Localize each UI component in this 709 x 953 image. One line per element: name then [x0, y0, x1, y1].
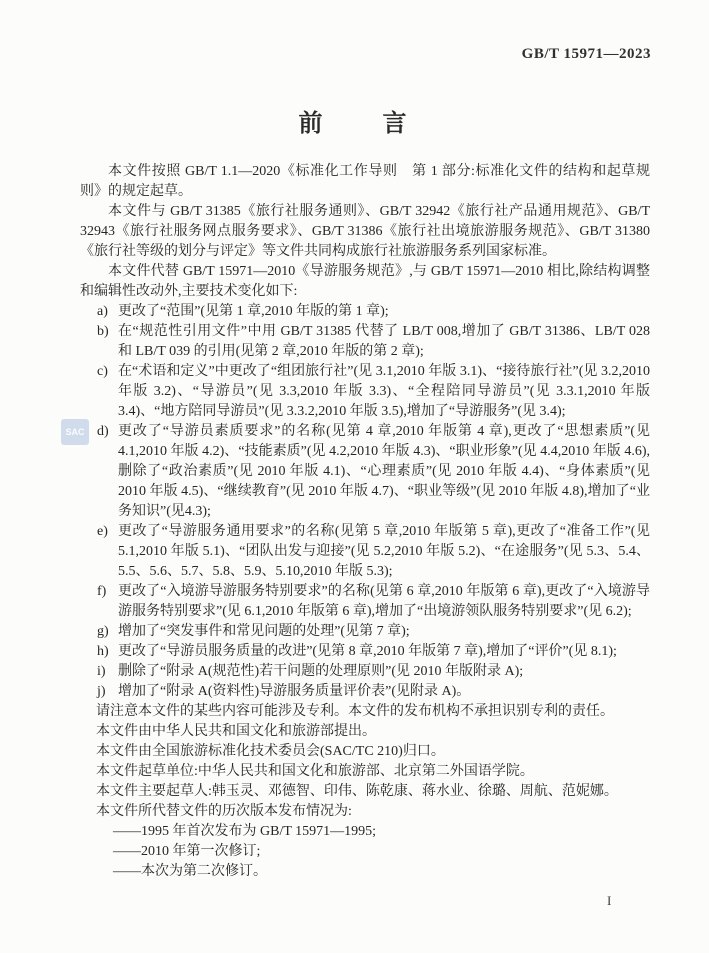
standard-number: GB/T 15971—2023 [521, 46, 651, 62]
list-item-letter: i) [97, 664, 106, 679]
list-item-letter: a) [97, 304, 108, 319]
list-item-text: 在“规范性引用文件”中用 GB/T 31385 代替了 LB/T 008,增加了 GB/T 31386、LB/T 028 和 LB/T 039 的引用(见第 2 章,2010 年版的第 2 章); [118, 324, 650, 359]
list-item-text: 增加了“突发事件和常见问题的处理”(见第 7 章); [118, 624, 410, 639]
sac-watermark-badge: SAC [61, 419, 89, 445]
list-item-letter: h) [97, 644, 109, 659]
list-item [80, 362, 650, 422]
history-intro: 本文件所代替文件的历次版本发布情况为: [96, 804, 352, 819]
list-item-text: 删除了“附录 A(规范性)若干问题的处理原则”(见 2010 年版附录 A); [118, 664, 524, 679]
history-item: ——本次为第二次修订。 [113, 864, 267, 879]
list-item [80, 422, 650, 522]
list-item-letter: b) [97, 324, 109, 339]
list-item-letter: g) [97, 624, 109, 639]
paragraph-drafting-rules: 本文件按照 GB/T 1.1—2020《标准化工作导则 第 1 部分:标准化文件的结构和起草规则》的规定起草。 [80, 164, 650, 199]
list-item [80, 582, 650, 622]
list-item-text: 增加了“附录 A(资料性)导游服务质量评价表”(见附录 A)。 [118, 684, 471, 699]
list-item [80, 682, 650, 702]
list-item-text: 更改了“导游服务通用要求”的名称(见第 5 章,2010 年版第 5 章),更改了“准备工作”(见 5.1,2010 年版 5.1)、“团队出发与迎接”(见 5.2,2010 年版 5.2)、“在途服务”(见 5.3、5.4、5.5、5.6、5.7、5.8、5.9、5.10,2010 年版 5.3); [118, 524, 650, 579]
list-item [80, 622, 650, 642]
technical-changes-list [80, 302, 650, 702]
list-item-text: 更改了“入境游导游服务特别要求”的名称(见第 6 章,2010 年版第 6 章),更改了“入境游导游服务特别要求”(见 6.1,2010 年版第 6 章),增加了“出境游领队服务特别要求”(见 6.2); [118, 584, 650, 619]
list-item [80, 302, 650, 322]
history-item: ——1995 年首次发布为 GB/T 15971—1995; [113, 824, 377, 839]
list-item-text: 在“术语和定义”中更改了“组团旅行社”(见 3.1,2010 年版 3.1)、“接待旅行社”(见 3.2,2010 年版 3.2)、“导游员”(见 3.3,2010 年版 3.3)、“全程陪同导游员”(见 3.3.1,2010 年版 3.4)、“地方陪同导游员”(见 3.3.2,2010 年版 3.5),增加了“导游服务”(见 3.4); [118, 364, 650, 419]
list-item [80, 662, 650, 682]
list-item-text: 更改了“导游员服务质量的改进”(见第 8 章,2010 年版第 7 章),增加了“评价”(见 8.1); [118, 644, 617, 659]
list-item-text: 更改了“导游员素质要求”的名称(见第 4 章,2010 年版第 4 章),更改了“思想素质”(见 4.1,2010 年版 4.2)、“技能素质”(见 4.2,2010 年版 4.3)、“职业形象”(见 4.4,2010 年版 4.6),删除了“政治素质”(见 2010 年版 4.1)、“心理素质”(见 2010 年版 4.4)、“身体素质”(见 2010 年版 4.5)、“继续教育”(见 2010 年版 4.7)、“职业等级”(见 2010 年版 4.8),增加了“业务知识”(见4.3); [118, 424, 650, 519]
list-item [80, 642, 650, 662]
proposed-by: 本文件由中华人民共和国文化和旅游部提出。 [96, 724, 376, 739]
main-drafters: 本文件主要起草人:韩玉灵、邓德智、印伟、陈乾康、蒋水业、徐璐、周航、范妮娜。 [96, 784, 618, 799]
centralized-by: 本文件由全国旅游标准化技术委员会(SAC/TC 210)归口。 [96, 744, 445, 759]
list-item [80, 522, 650, 582]
list-item-letter: c) [97, 364, 108, 379]
list-item-text: 更改了“范围”(见第 1 章,2010 年版的第 1 章); [118, 304, 389, 319]
patent-notice: 请注意本文件的某些内容可能涉及专利。本文件的发布机构不承担识别专利的责任。 [96, 704, 614, 719]
list-item-letter: d) [97, 424, 109, 439]
list-item-letter: j) [97, 684, 106, 699]
paragraph-replaces-2010: 本文件代替 GB/T 15971—2010《导游服务规范》,与 GB/T 15971—2010 相比,除结构调整和编辑性改动外,主要技术变化如下: [80, 264, 650, 299]
list-item-letter: e) [97, 524, 108, 539]
drafting-organizations: 本文件起草单位:中华人民共和国文化和旅游部、北京第二外国语学院。 [96, 764, 534, 779]
page-title: 前 言 [298, 110, 411, 137]
page-number: I [607, 893, 612, 908]
paragraph-series-standards: 本文件与 GB/T 31385《旅行社服务通则》、GB/T 32942《旅行社产品通用规范》、GB/T 32943《旅行社服务网点服务要求》、GB/T 31386《旅行社出境旅游服务规范》、GB/T 31380《旅行社等级的划分与评定》等文件共同构成旅行社旅游服务系列国家标准。 [80, 204, 650, 259]
history-item: ——2010 年第一次修订; [113, 844, 261, 859]
list-item-letter: f) [97, 584, 107, 599]
list-item [80, 322, 650, 362]
foreword-content [80, 162, 650, 882]
